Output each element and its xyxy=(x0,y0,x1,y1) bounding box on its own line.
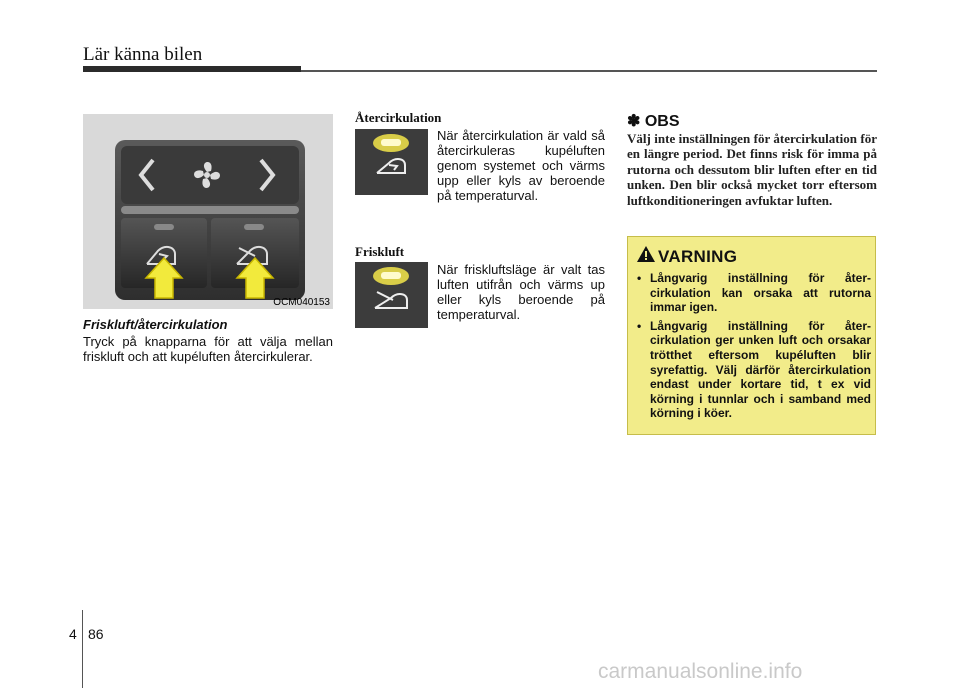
warning-list xyxy=(636,271,871,425)
fresh-air-heading: Friskluft xyxy=(355,244,405,259)
warning-box xyxy=(627,236,876,435)
climate-panel-illustration xyxy=(83,114,333,309)
recirculation-indicator-icon xyxy=(355,129,428,195)
recirculation-description: När återcirkulation är vald så återcirkuleras kupéluften genom systemet och värms upp eller kyls av beroende på temperaturval. xyxy=(437,128,605,203)
note-title: ✽ OBS xyxy=(627,113,680,130)
header-rule-thin xyxy=(301,70,877,72)
warning-item: • Långvarig inställning för återcirkulation kan orsaka att rutorna immar igen. xyxy=(636,271,871,315)
warning-triangle-icon xyxy=(637,246,655,262)
page-number: 86 xyxy=(88,626,104,642)
fresh-air-indicator-icon xyxy=(355,262,428,328)
recirculation-heading: Återcirkulation xyxy=(355,110,442,125)
chapter-number: 4 xyxy=(69,626,77,642)
recirculation-button-image xyxy=(355,129,428,195)
section-body-text: Tryck på knapparna för att välja mellan friskluft och att kupéluften återcirkulerar. xyxy=(83,334,333,364)
fresh-air-button-image xyxy=(355,262,428,328)
warning-title: VARNING xyxy=(658,247,738,266)
fresh-air-description: När friskluftsläge är valt tas luften utifrån och värms up eller kyls beroende på temperaturval. xyxy=(437,262,605,322)
page-header-title: Lär känna bilen xyxy=(83,44,203,65)
climate-control-photo xyxy=(83,114,333,309)
header-rule-thick xyxy=(83,66,301,72)
warning-item: • Långvarig inställning för återcirkulation ger unken luft och orsakar trötthet eftersom kupéluften blir syrefattig. Välj därför återcirkulation endast under kortare tid, t ex vid körning i tunnlar och i samband med körning i köer. xyxy=(636,319,871,421)
watermark-text: carmanualsonline.info xyxy=(598,660,803,683)
figure-code: OCM040153 xyxy=(273,297,330,308)
note-text: Välj inte inställningen för återcirkulation för en längre period. Det finns risk för imma på rutorna och dessutom blir luften efter en tid unken. Den blir också mycket torr eftersom luftkonditioneringen avfuktar luften. xyxy=(627,131,877,208)
section-caption: Friskluft/återcirkulation xyxy=(83,317,228,332)
page-number-divider xyxy=(82,610,83,688)
